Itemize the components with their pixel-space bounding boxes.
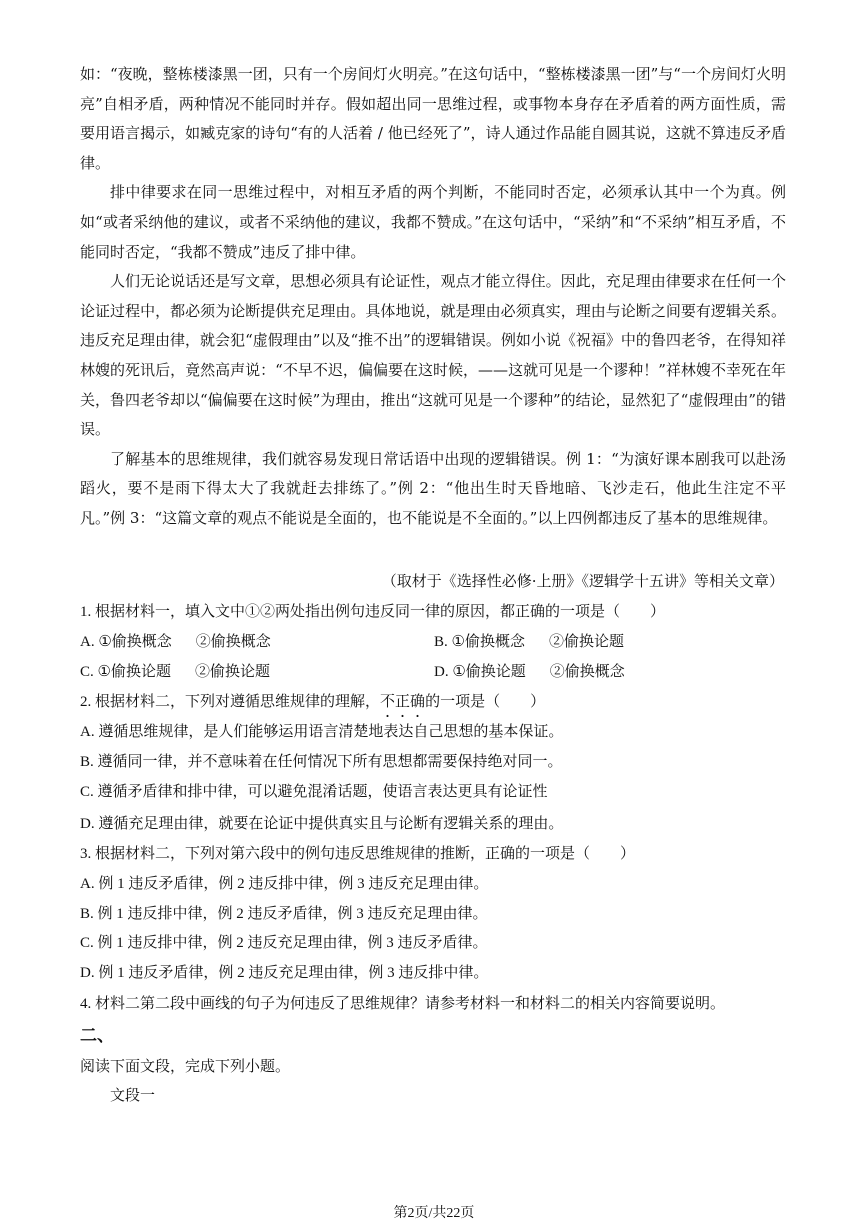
section-instruction: 阅读下面文段，完成下列小题。 xyxy=(80,1059,291,1075)
option-part: ②偷换论题 xyxy=(194,664,270,680)
source-citation: （取材于《选择性必修·上册》《逻辑学十五讲》等相关文章） xyxy=(381,572,784,590)
question-1-option-a[interactable] xyxy=(80,631,271,653)
question-3-option-c[interactable]: C. 例 1 违反排中律，例 2 违反充足理由律，例 3 违反矛盾律。 xyxy=(80,935,488,951)
page-number: 第2页/共22页 xyxy=(393,1206,475,1221)
emphasis-char: 不 xyxy=(380,694,396,710)
paragraph-excluded-middle-law: 排中律要求在同一思维过程中，对相互矛盾的两个判断，不能同时否定，必须承认其中一个为真。例如“或者采纳他的建议，或者不采纳他的建议，我都不赞成。”在这句话中，“采纳”和“不采纳”相互矛盾，不能同时否定，“我都不赞成”违反了排中律。 xyxy=(80,183,786,261)
question-1-option-d[interactable] xyxy=(434,661,625,683)
question-3-option-a[interactable]: A. 例 1 违反矛盾律，例 2 违反排中律，例 3 违反充足理由律。 xyxy=(80,876,489,892)
question-1-option-c[interactable] xyxy=(80,661,270,683)
passage-label: 文段一 xyxy=(110,1086,156,1104)
option-part: ②偷换概念 xyxy=(549,664,625,680)
stem-text: 的一项是（ ） xyxy=(425,694,546,710)
question-2-option-d[interactable]: D. 遵循充足理由律，就要在论证中提供真实且与论断有逻辑关系的理由。 xyxy=(80,816,564,832)
emphasis-char: 正 xyxy=(395,694,411,710)
option-part: ②偷换概念 xyxy=(195,634,271,650)
paragraph-examples: 了解基本的思维规律，我们就容易发现日常话语中出现的逻辑错误。例 1：“为演好课本剧我可以赴汤蹈火，要不是雨下得太大了我就赶去排练了。”例 2：“他出生时天昏地暗、飞沙走石，他此生注定不平凡。”例 3：“这篇文章的观点不能说是全面的，也不能说是不全面的。”以上四例都违反了基本的思维规律。 xyxy=(80,449,786,527)
option-part: C. ①偷换论题 xyxy=(80,664,171,680)
question-2-option-b[interactable]: B. 遵循同一律，并不意味着在任何情况下所有思想都需要保持绝对同一。 xyxy=(80,754,563,770)
option-part: A. ①偷换概念 xyxy=(80,634,172,650)
question-3-stem: 3. 根据材料二，下列对第六段中的例句违反思维规律的推断，正确的一项是（ ） xyxy=(80,846,636,862)
question-3-option-d[interactable]: D. 例 1 违反矛盾律，例 2 违反充足理由律，例 3 违反排中律。 xyxy=(80,965,489,981)
option-part: ②偷换论题 xyxy=(548,634,624,650)
paragraph-sufficient-reason-law: 人们无论说话还是写文章，思想必须具有论证性，观点才能立得住。因此，充足理由律要求在任何一个论证过程中，都必须为论断提供充足理由。具体地说，就是理由必须真实，理由与论断之间要有逻辑关系。违反充足理由律，就会犯“虚假理由”以及“推不出”的逻辑错误。例如小说《祝福》中的鲁四老爷，在得知祥林嫂的死讯后，竟然高声说：“不早不迟，偏偏要在这时候，——这就可见是一个谬种！”祥林嫂不幸死在年关，鲁四老爷却以“偏偏要在这时候”为理由，推出“这就可见是一个谬种”的结论，显然犯了“虚假理由”的错误。 xyxy=(80,272,787,439)
section-heading: 二、 xyxy=(80,1026,114,1046)
emphasis-char: 确 xyxy=(410,694,426,710)
option-part: D. ①偷换论题 xyxy=(434,664,526,680)
question-2-option-c[interactable]: C. 遵循矛盾律和排中律，可以避免混淆话题，使语言表达更具有论证性 xyxy=(80,784,548,800)
stem-text: 2. 根据材料二，下列对遵循思维规律的理解， xyxy=(80,694,381,710)
question-3-option-b[interactable]: B. 例 1 违反排中律，例 2 违反矛盾律，例 3 违反充足理由律。 xyxy=(80,906,488,922)
option-part: B. ①偷换概念 xyxy=(434,634,525,650)
question-4-stem: 4. 材料二第二段中画线的句子为何违反了思维规律？请参考材料一和材料二的相关内容简要说明。 xyxy=(80,996,726,1012)
question-2-stem xyxy=(80,691,786,713)
question-2-option-a[interactable]: A. 遵循思维规律，是人们能够运用语言清楚地表达自己思想的基本保证。 xyxy=(80,724,564,740)
question-1-stem: 1. 根据材料一，填入文中①②两处指出例句违反同一律的原因，都正确的一项是（ ） xyxy=(80,604,666,620)
paragraph-contradiction-law: 如：“夜晚，整栋楼漆黑一团，只有一个房间灯火明亮。”在这句话中，“整栋楼漆黑一团”与“一个房间灯火明亮”自相矛盾，两种情况不能同时并存。假如超出同一思维过程，或事物本身存在矛盾着的两方面性质，需要用语言揭示，如臧克家的诗句“有的人活着 / 他已经死了”，诗人通过作品能自圆其说，这就不算违反矛盾律。 xyxy=(80,65,786,172)
question-1-option-b[interactable] xyxy=(434,631,624,653)
passage-text xyxy=(80,60,786,534)
